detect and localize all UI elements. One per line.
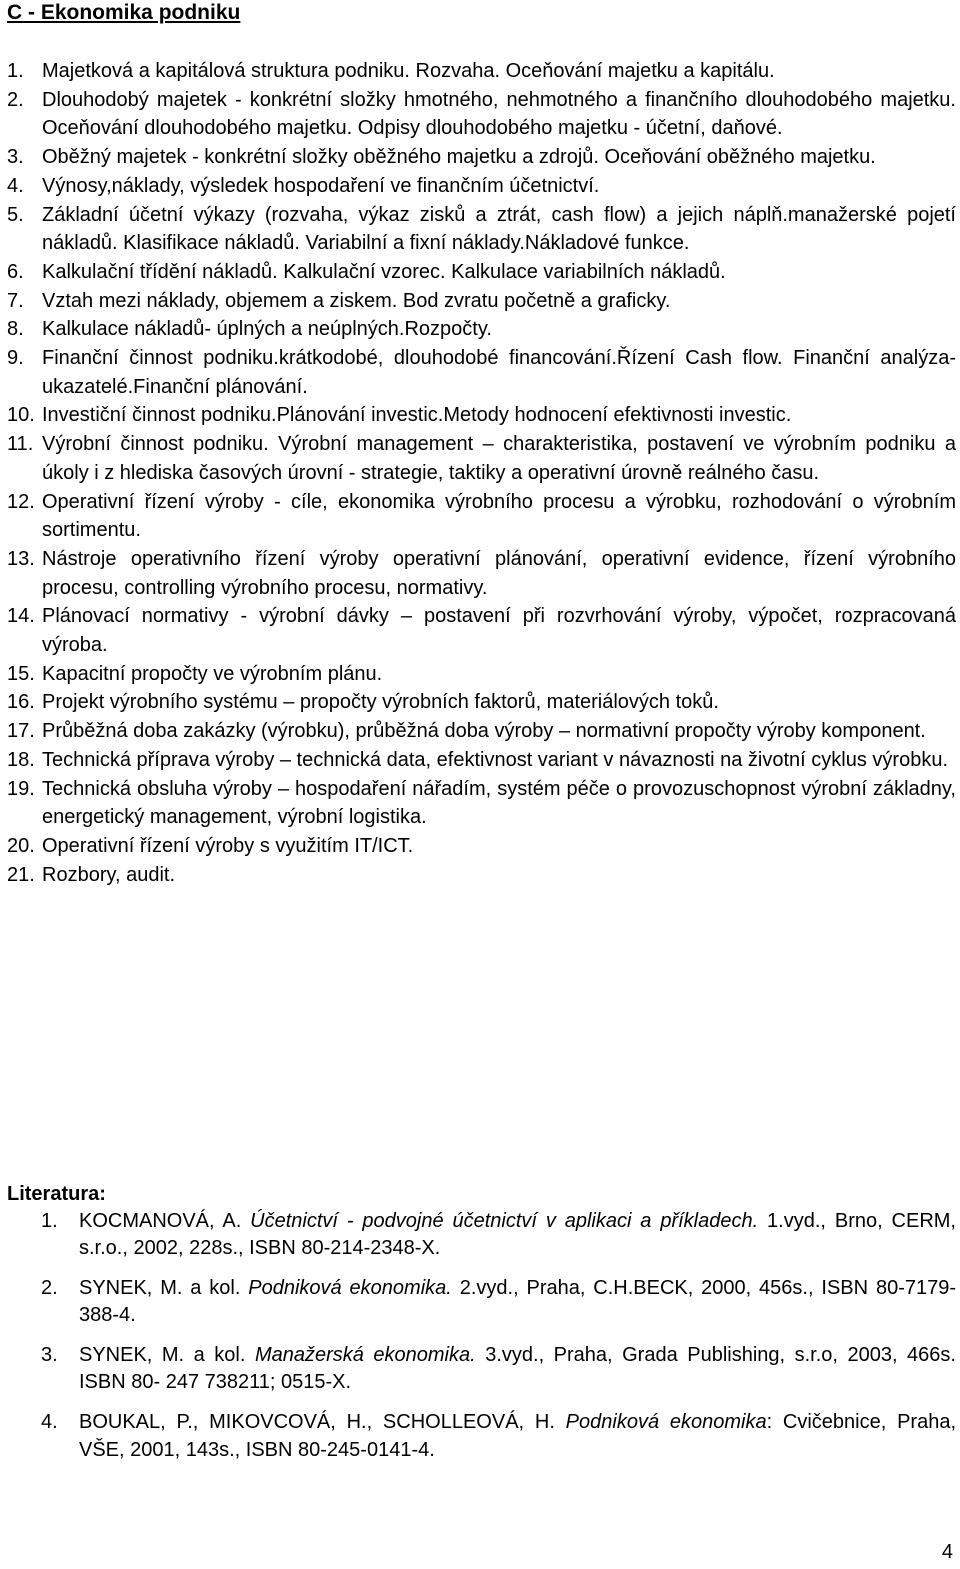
topic-number: 4. xyxy=(7,174,24,197)
topic-item xyxy=(0,832,956,861)
topic-number: 17. xyxy=(7,720,35,743)
reference-author: BOUKAL, P., MIKOVCOVÁ, H., SCHOLLEOVÁ, H. xyxy=(79,1411,555,1434)
topic-item xyxy=(0,287,956,316)
reference-number: 4. xyxy=(41,1411,58,1434)
topic-number: 8. xyxy=(7,318,24,341)
topic-number: 21. xyxy=(7,863,35,886)
topic-text: Plánovací normativy - výrobní dávky – postavení při rozvrhování výroby, výpočet, rozpracovaná výroba. xyxy=(42,605,956,657)
topic-number: 14. xyxy=(7,605,35,628)
topic-item xyxy=(0,430,956,487)
topic-text: Nástroje operativního řízení výroby operativní plánování, operativní evidence, řízení výrobního procesu, controlling výrobního procesu, normativy. xyxy=(42,547,956,599)
topic-text: Investiční činnost podniku.Plánování investic.Metody hodnocení efektivnosti investic. xyxy=(42,404,792,427)
topic-text: Rozbory, audit. xyxy=(42,863,176,886)
reference-details: 3.vyd., Praha, Grada Publishing, s.r.o, 2003, 466s. ISBN 80- 247 738211; 0515-X. xyxy=(79,1344,956,1394)
topic-text: Vztah mezi náklady, objemem a ziskem. Bod zvratu početně a graficky. xyxy=(42,289,671,312)
topic-text: Výnosy,náklady, výsledek hospodaření ve finančním účetnictví. xyxy=(42,174,600,197)
topic-item xyxy=(0,861,956,890)
topic-item xyxy=(0,545,956,602)
topic-text: Operativní řízení výroby - cíle, ekonomika výrobního procesu a výrobku, rozhodování o výrobním sortimentu. xyxy=(42,490,956,542)
topic-number: 5. xyxy=(7,203,24,226)
topic-text: Projekt výrobního systému – propočty výrobních faktorů, materiálových toků. xyxy=(42,691,719,714)
topic-number: 1. xyxy=(7,60,24,82)
topic-number: 3. xyxy=(7,146,24,169)
reference-details: 1.vyd., Brno, CERM, s.r.o., 2002, 228s., ISBN 80-214-2348-X. xyxy=(79,1210,956,1260)
reference-item xyxy=(0,1342,956,1397)
reference-details: 2.vyd., Praha, C.H.BECK, 2000, 456s., ISBN 80-7179-388-4. xyxy=(79,1277,957,1327)
reference-details: : Cvičebnice, Praha, VŠE, 2001, 143s., ISBN 80-245-0141-4. xyxy=(79,1411,956,1461)
literature-heading: Literatura: xyxy=(7,1183,106,1205)
reference-author: SYNEK, M. a kol. xyxy=(79,1277,241,1300)
topic-item xyxy=(0,660,956,689)
topic-item xyxy=(0,688,956,717)
topic-item xyxy=(0,315,956,344)
reference-number: 1. xyxy=(41,1210,58,1232)
topic-item xyxy=(0,344,956,401)
topic-text: Operativní řízení výroby s využitím IT/ICT. xyxy=(42,834,414,857)
topic-number: 18. xyxy=(7,748,35,771)
topic-number: 11. xyxy=(7,433,34,456)
topic-item xyxy=(0,775,956,832)
topic-item xyxy=(0,258,956,287)
reference-author: SYNEK, M. a kol. xyxy=(79,1344,246,1367)
topic-number: 12. xyxy=(7,490,35,513)
topic-text: Kalkulace nákladů- úplných a neúplných.Rozpočty. xyxy=(42,318,492,341)
topic-text: Majetková a kapitálová struktura podniku. Rozvaha. Oceňování majetku a kapitálu. xyxy=(42,60,775,82)
topic-number: 13. xyxy=(7,547,35,570)
topic-text: Základní účetní výkazy (rozvaha, výkaz zisků a ztrát, cash flow) a jejich náplň.manažerské pojetí nákladů. Klasifikace nákladů. Variabilní a fixní náklady.Nákladové funkce. xyxy=(42,203,956,255)
page-number: 4 xyxy=(941,1541,953,1563)
topic-item xyxy=(0,602,956,659)
page-title: C - Ekonomika podniku xyxy=(7,1,241,24)
topic-number: 20. xyxy=(7,834,35,857)
topic-text: Technická příprava výroby – technická data, efektivnost variant v návaznosti na životní cyklus výrobku. xyxy=(42,748,948,771)
reference-title: Účetnictví - podvojné účetnictví v aplikaci a příkladech. xyxy=(250,1210,759,1232)
topic-text: Finanční činnost podniku.krátkodobé, dlouhodobé financování.Řízení Cash flow. Finanční analýza-ukazatelé.Finanční plánování. xyxy=(42,347,956,398)
literature-list xyxy=(0,1208,956,1476)
topic-number: 7. xyxy=(7,289,24,312)
reference-title: Podniková ekonomika. xyxy=(248,1277,452,1300)
topic-text: Technická obsluha výroby – hospodaření nářadím, systém péče o provozuschopnost výrobní základny, energetický management, výrobní logistika. xyxy=(42,777,956,829)
topic-number: 15. xyxy=(7,662,35,685)
topic-text: Kapacitní propočty ve výrobním plánu. xyxy=(42,662,383,685)
topic-number: 6. xyxy=(7,260,24,283)
topic-item xyxy=(0,201,956,258)
reference-title: Podniková ekonomika xyxy=(565,1411,767,1434)
topic-item xyxy=(0,488,956,545)
topic-text: Průběžná doba zakázky (výrobku), průběžná doba výroby – normativní propočty výroby komponent. xyxy=(42,720,926,743)
topic-item xyxy=(0,401,956,430)
topic-number: 16. xyxy=(7,691,35,714)
topic-item xyxy=(0,86,956,143)
topic-list xyxy=(0,57,956,889)
topic-item xyxy=(0,57,956,86)
topic-number: 19. xyxy=(7,777,35,800)
reference-number: 2. xyxy=(41,1277,58,1300)
reference-item xyxy=(0,1208,956,1263)
topic-text: Oběžný majetek - konkrétní složky oběžného majetku a zdrojů. Oceňování oběžného majetku. xyxy=(42,146,876,169)
reference-number: 3. xyxy=(41,1344,58,1367)
reference-author: KOCMANOVÁ, A. xyxy=(79,1210,242,1232)
topic-text: Kalkulační třídění nákladů. Kalkulační vzorec. Kalkulace variabilních nákladů. xyxy=(42,260,726,283)
topic-item xyxy=(0,143,956,172)
reference-item xyxy=(0,1275,956,1330)
reference-title: Manažerská ekonomika. xyxy=(254,1344,476,1367)
topic-number: 2. xyxy=(7,88,24,111)
topic-number: 9. xyxy=(7,347,24,370)
reference-item xyxy=(0,1409,956,1464)
topic-item xyxy=(0,717,956,746)
topic-text: Výrobní činnost podniku. Výrobní management – charakteristika, postavení ve výrobním podniku a úkoly i z hlediska časových úrovní - strategie, taktiky a operativní úrovně reálného času. xyxy=(42,433,956,484)
topic-item xyxy=(0,746,956,775)
topic-text: Dlouhodobý majetek - konkrétní složky hmotného, nehmotného a finančního dlouhodobého majetku. Oceňování dlouhodobého majetku. Odpisy dlouhodobého majetku - účetní, daňové. xyxy=(42,88,956,140)
topic-item xyxy=(0,172,956,201)
topic-number: 10. xyxy=(7,404,35,427)
